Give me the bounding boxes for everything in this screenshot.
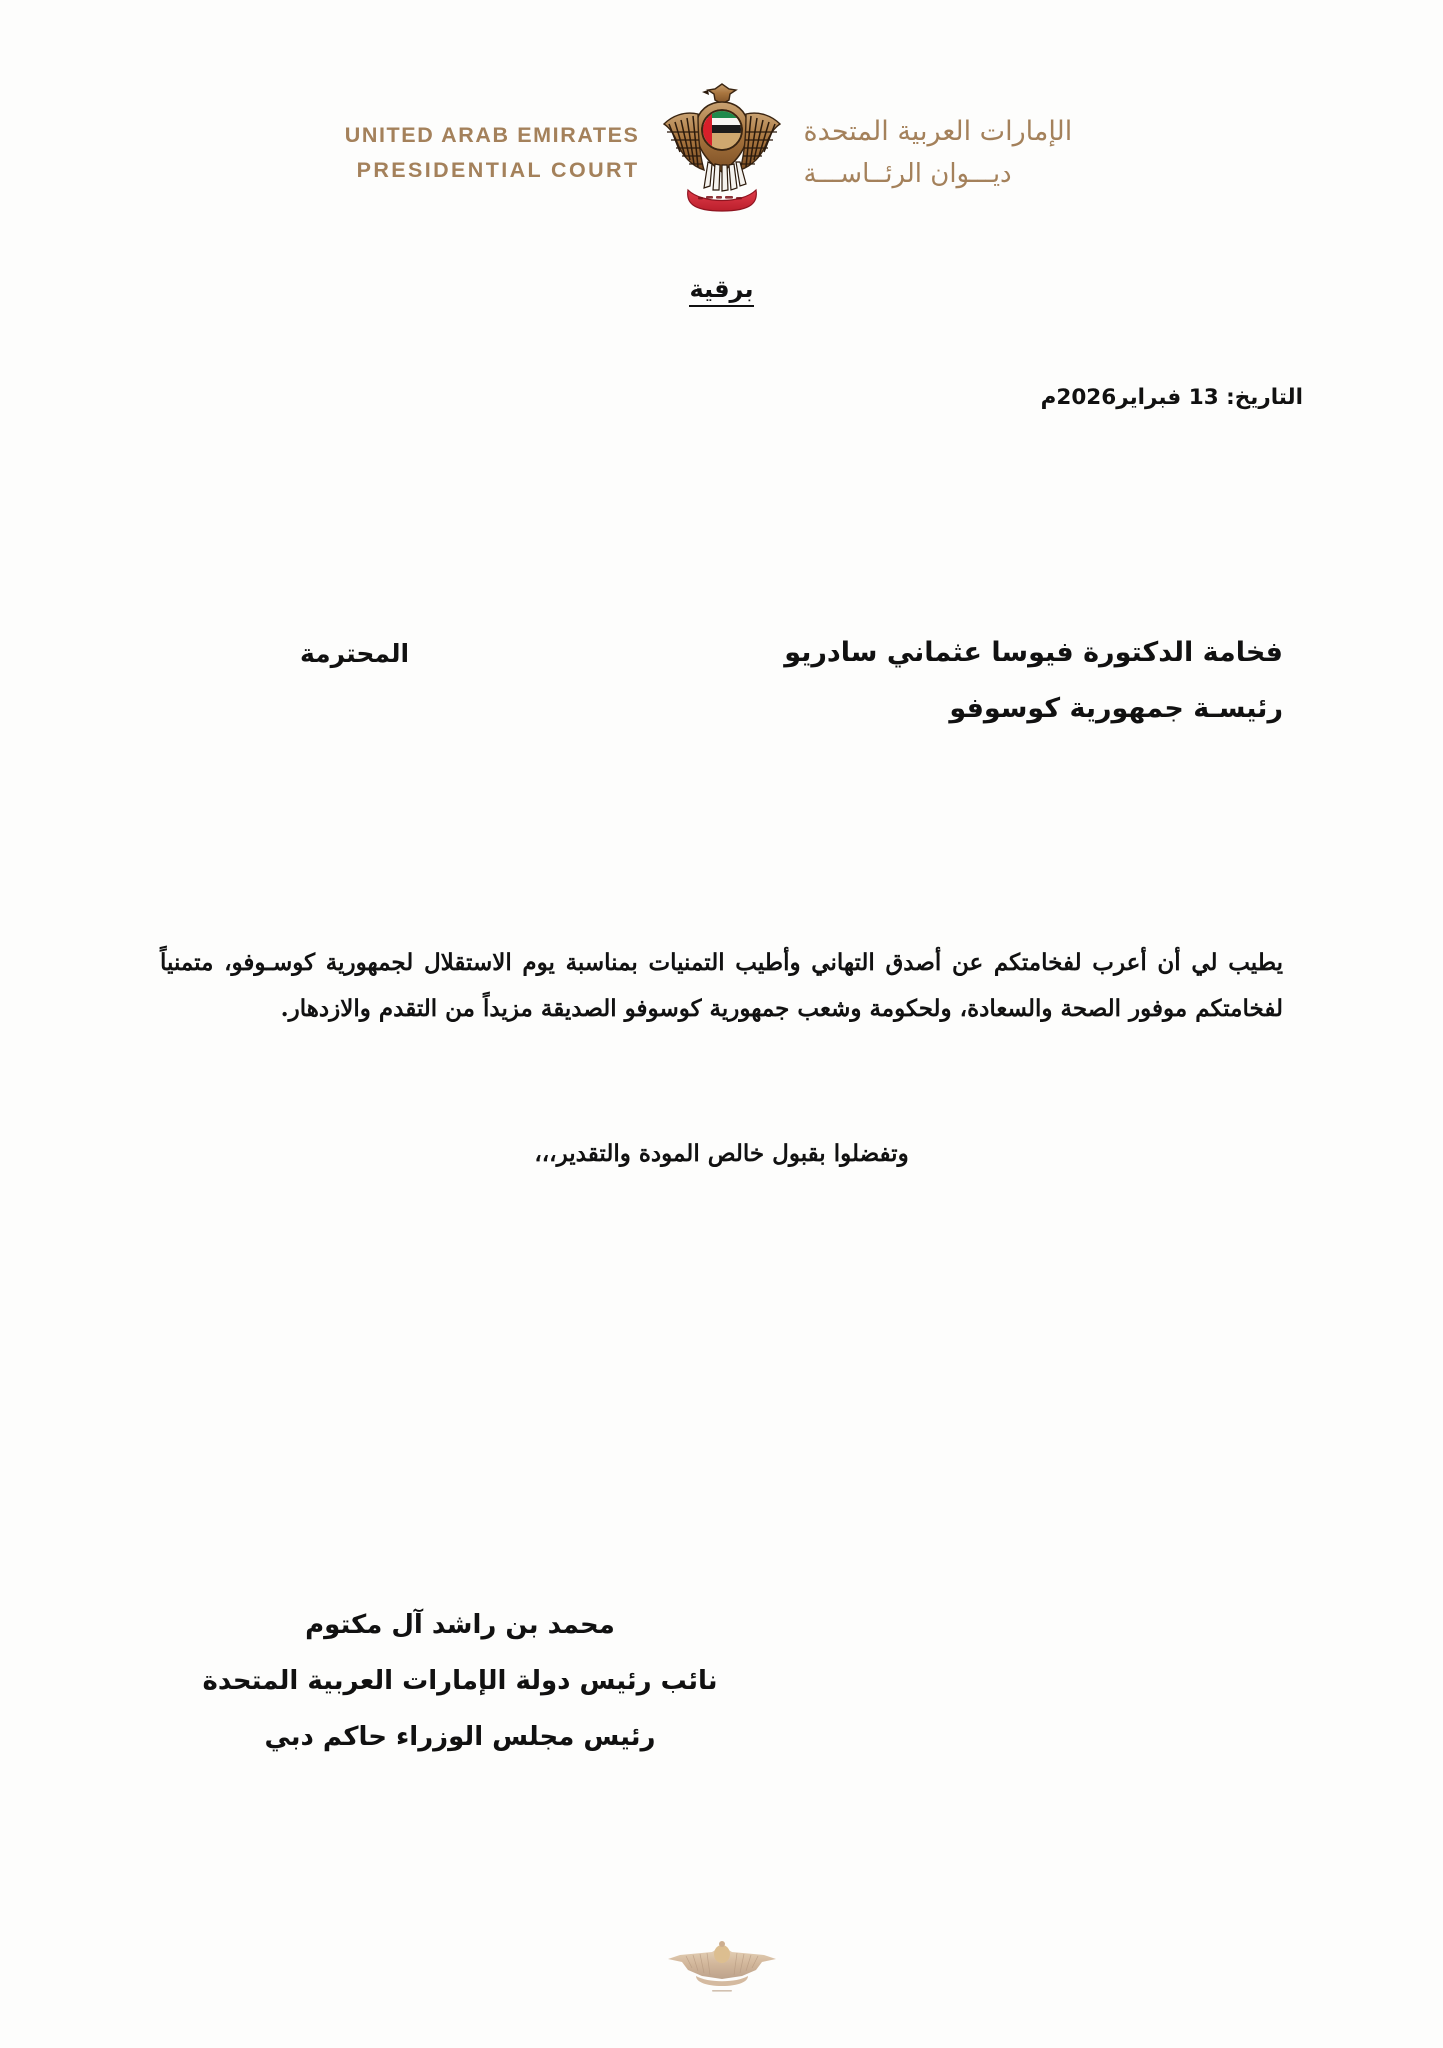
addressee-title: رئيسـة جمهورية كوسوفو (949, 693, 1283, 724)
presidential-court-gold-emblem-icon (662, 1938, 782, 1996)
signature-block (150, 1610, 770, 1752)
addressee-names (784, 637, 1283, 724)
letterhead-arabic (804, 112, 1134, 194)
signatory-name: محمد بن راشد آل مكتوم (305, 1610, 615, 1640)
footer-emblem (0, 1938, 1443, 1996)
signatory-title-line2: رئيس مجلس الوزراء حاكم دبي (264, 1722, 656, 1752)
uae-coat-of-arms-icon (658, 78, 786, 228)
signatory-title-line1: نائب رئيس دولة الإمارات العربية المتحدة (202, 1666, 718, 1696)
document-title (0, 275, 1443, 303)
letter-body-paragraph: يطيب لي أن أعرب لفخامتكم عن أصدق التهاني وأطيب التمنيات بمناسبة يوم الاستقلال لجمهورية كوسـوفو، متمنياً لفخامتكم موفور الصحة والسعادة، ولحكومة وشعب جمهورية كوسوفو الصديقة مزيداً من التقدم والازدهار. (160, 949, 1283, 1022)
letterhead-english (310, 118, 640, 188)
letterhead (0, 78, 1443, 228)
addressee-name: فخامة الدكتورة فيوسا عثماني سادريو (784, 637, 1283, 668)
letterhead-english-line2: PRESIDENTIAL COURT (356, 158, 640, 182)
letterhead-english-line1: UNITED ARAB EMIRATES (344, 123, 640, 148)
letterhead-arabic-line2: ديـــوان الرئــاســـة (803, 158, 1012, 189)
letter-closing: وتفضلوا بقبول خالص المودة والتقدير،،، (534, 1140, 909, 1167)
document-title-text: برقية (689, 275, 753, 307)
letter-body (160, 940, 1283, 1032)
date-line: التاريخ: 13 فبراير2026م (1040, 385, 1303, 410)
addressee-block (0, 637, 1443, 724)
addressee-honorific: المحترمة (300, 639, 410, 668)
letterhead-arabic-line1: الإمارات العربية المتحدة (803, 116, 1073, 148)
